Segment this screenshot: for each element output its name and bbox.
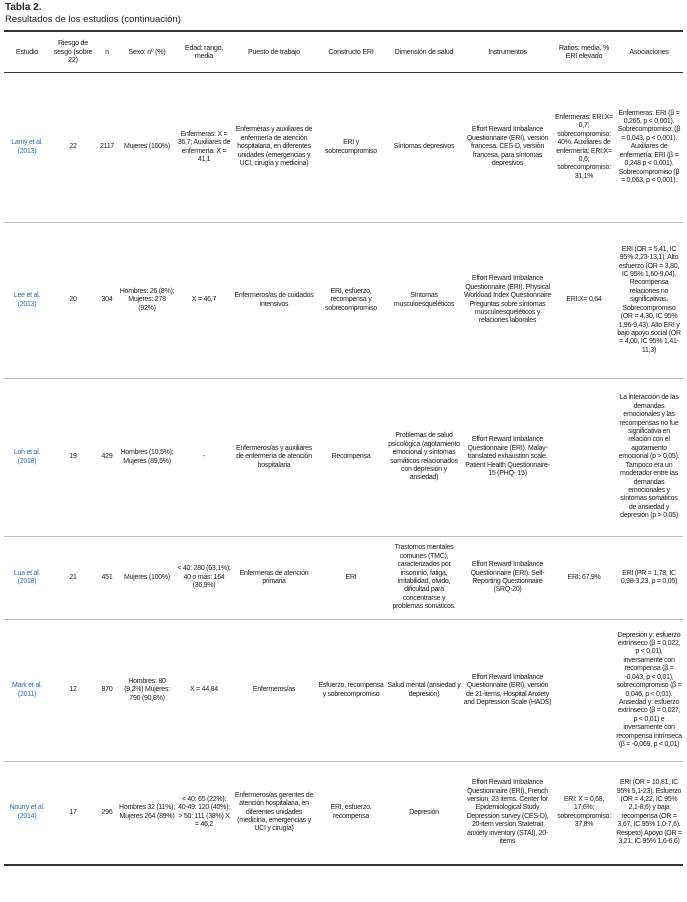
bias-cell: 22 bbox=[50, 73, 96, 223]
ratios-cell: ERI: X = 0,68, 17,6%; sobrecompromiso: 37,8% bbox=[553, 762, 615, 865]
header-associations: Asociaciones bbox=[615, 31, 683, 73]
job-cell: Enfermeras y auxiliares de enfermería de atención hospitalaria, en diferentes unidades (emergencias y UCI, cirugía y medicina) bbox=[232, 73, 316, 223]
ratios-cell: ERI:X= 0,64 bbox=[553, 223, 615, 379]
construct-cell: Esfuerzo, recompensa y sobrecompromiso bbox=[316, 620, 386, 762]
header-bias: Riesgo de sesgo (sobre 22) bbox=[50, 31, 96, 73]
header-n: n bbox=[96, 31, 118, 73]
instruments-cell: Effort Reward Imbalance Questionnaire (ERI), versión de 21-items, Hospital Anxiety and Depression Scale (HADS) bbox=[462, 620, 553, 762]
age-cell: X = 46,7 bbox=[176, 223, 232, 379]
age-cell: - bbox=[176, 379, 232, 537]
n-cell: 2117 bbox=[96, 73, 118, 223]
health-cell: Salud mental (ansiedad y depresión) bbox=[386, 620, 462, 762]
table-row bbox=[4, 620, 683, 762]
header-instruments: Instrumentos bbox=[462, 31, 553, 73]
header-age: Edad: rango, media bbox=[176, 31, 232, 73]
n-cell: 451 bbox=[96, 537, 118, 620]
associations-cell: ERI (OR = 5,41, IC 95% 2,23-13,1). Alto esfuerzo (OR = 3,80, IC 95% 1,60-9,04). Recompensa relaciones no significativas. Sobrecompromiso (OR = 4,30, IC 95% 1,96-9,43). Alto ERI y bajo apoyo social (OR = 4,00, IC 95% 1,41-11,3) bbox=[615, 223, 683, 379]
construct-cell: Recompensa bbox=[316, 379, 386, 537]
header-study: Estudio bbox=[4, 31, 50, 73]
table-subtitle: Resultados de los estudios (continuación) bbox=[5, 14, 181, 25]
sex-cell: Mujeres (100%) bbox=[118, 73, 176, 223]
header-health: Dimensión de salud bbox=[386, 31, 462, 73]
health-cell: Síntomas depresivos bbox=[386, 73, 462, 223]
table-row bbox=[4, 223, 683, 379]
instruments-cell: Effort Reward Imbalance Questionnaire (ERI). Malay-translated exhaustion scale. Patient Health Questionnaire- 15 (PHQ- 15) bbox=[462, 379, 553, 537]
instruments-cell: Effort Reward Imbalance Questionnaire (ERI), versión francesa. CES-D, versión francesa, para síntomas depresivos bbox=[462, 73, 553, 223]
health-cell: Problemas de salud psicológica (agotamiento emocional y síntomas somáticos relacionados con depresión y ansiedad) bbox=[386, 379, 462, 537]
table-row bbox=[4, 379, 683, 537]
n-cell: 296 bbox=[96, 762, 118, 865]
results-table bbox=[4, 30, 683, 866]
bias-cell: 19 bbox=[50, 379, 96, 537]
sex-cell: Mujeres (100%) bbox=[118, 537, 176, 620]
associations-cell: ERI (PR = 1,78, IC 0,98-3,23, p = 0,05) bbox=[615, 537, 683, 620]
construct-cell: ERI, esfuerzo, recompensa y sobrecompromiso bbox=[316, 223, 386, 379]
instruments-cell: Effort Reward Imbalance Questionnaire (ERI). Self-Reporting Questionnaire (SRQ-20) bbox=[462, 537, 553, 620]
health-cell: Depresión bbox=[386, 762, 462, 865]
n-cell: 870 bbox=[96, 620, 118, 762]
job-cell: Enfermeros/as gerentes de atención hospitalaria, en diferentes unidades (medicina, emergencias y UCI y cirugía) bbox=[232, 762, 316, 865]
n-cell: 304 bbox=[96, 223, 118, 379]
study-link[interactable]: Nourry et al. (2014) bbox=[4, 762, 50, 865]
job-cell: Enfermeros/as bbox=[232, 620, 316, 762]
instruments-cell: Effort Reward Imbalance Questionnaire (ERI). Physical Workload Index Questionnaire Preguntas sobre síntomas musculoesqueléticos y relaciones laborales bbox=[462, 223, 553, 379]
table-row bbox=[4, 537, 683, 620]
age-cell: X = 44,84 bbox=[176, 620, 232, 762]
header-construct: Constructo ERI bbox=[316, 31, 386, 73]
study-link[interactable]: Lua et al. (2018) bbox=[4, 537, 50, 620]
table-row bbox=[4, 73, 683, 223]
study-link[interactable]: Loh et al. (2018) bbox=[4, 379, 50, 537]
associations-cell: ERI (OR = 10,81, IC 95% 5,1-23). Esfuerzo (OR = 4,22, IC 95% 2,1-8,6) y baja recompensa (OR = 3,67, IC 95% 1,0-7,6). Respeto) Apoyo (OR = 3,21, IC 95% 1,6-6,6) bbox=[615, 762, 683, 865]
job-cell: Enfermeros/as y auxiliares de enfermería de atención hospitalaria bbox=[232, 379, 316, 537]
header-ratios: Ratios: media, % ERI elevado bbox=[553, 31, 615, 73]
header-row bbox=[4, 31, 683, 73]
ratios-cell bbox=[553, 379, 615, 537]
construct-cell: ERI, esfuerzo, recompensa bbox=[316, 762, 386, 865]
header-sex: Sexo: nº (%) bbox=[118, 31, 176, 73]
age-cell: < 40: 65 (22%); 40-49: 120 (40%); > 50: 111 (38%) X = 46,2 bbox=[176, 762, 232, 865]
age-cell: < 40: 280 (63,1%); 40 o más: 164 (36,9%) bbox=[176, 537, 232, 620]
associations-cell: Depresión y: esfuerzo extrínseco (β = 0,022, p < 0,01), inversamente con recompensa (β = -0,043, p < 0,01), sobrecompromiso (β = 0,046, p < 0,01). Ansiedad y: esfuerzo extrínseco (β = 0,027, p < 0,01) e inversamente con recompensa intrínseca (β = -0,069, p < 0,01) bbox=[615, 620, 683, 762]
construct-cell: ERI y sobrecompromiso bbox=[316, 73, 386, 223]
bias-cell: 20 bbox=[50, 223, 96, 379]
n-cell: 429 bbox=[96, 379, 118, 537]
sex-cell: Hombres (10,5%); Mujeres (89,5%) bbox=[118, 379, 176, 537]
bias-cell: 17 bbox=[50, 762, 96, 865]
ratios-cell: Enfermeras: ERI:X= 0,7; sobrecompromiso: 40%. Auxiliares de enfermería: ERI:X= 0,6; sobrecompromiso: 31,1% bbox=[553, 73, 615, 223]
ratios-cell bbox=[553, 620, 615, 762]
sex-cell: Hombres: 26 (8%); Mujeres: 278 (92%) bbox=[118, 223, 176, 379]
bias-cell: 12 bbox=[50, 620, 96, 762]
health-cell: Síntomas musculoesqueléticos bbox=[386, 223, 462, 379]
table-row bbox=[4, 762, 683, 865]
study-link[interactable]: Lee et al. (2013) bbox=[4, 223, 50, 379]
construct-cell: ERI bbox=[316, 537, 386, 620]
header-job: Puesto de trabajo bbox=[232, 31, 316, 73]
table-title: Tabla 2. bbox=[5, 2, 42, 13]
associations-cell: Enfermeras: ERI (β = 0,265, p < 0,001). Sobrecompromiso: (β = 0,043, p < 0,001). Auxiliares de enfermería: ERI (β = 0,248 p < 0,001). Sobrecompromiso (β = 0,063, p < 0,001). bbox=[615, 73, 683, 223]
associations-cell: La interacción de las demandas emocionales y las recompensas no fue significativa en relación con el agotamiento emocional (p > 0,05). Tampoco era un moderador entre las demandas emocionales y síntomas somáticos de ansiedad y depresión (p > 0,05) bbox=[615, 379, 683, 537]
health-cell: Trastornos mentales comunes (TMC), caracterizados por insomnio, fatiga, irritabilidad, olvido, dificultad para concentrarse y problemas somáticos. bbox=[386, 537, 462, 620]
job-cell: Enfermeros/as de cuidados intensivos bbox=[232, 223, 316, 379]
job-cell: Enfermeras de atención primaria bbox=[232, 537, 316, 620]
sex-cell: Hombres 32 (11%); Mujeres 264 (89%) bbox=[118, 762, 176, 865]
bias-cell: 21 bbox=[50, 537, 96, 620]
sex-cell: Hombres: 80 (9,2%) Mujeres: 790 (90,8%) bbox=[118, 620, 176, 762]
ratios-cell: ERI: 67,9% bbox=[553, 537, 615, 620]
instruments-cell: Effort Reward Imbalance Questionnaire (ERI), French version, 23 items. Center for Epidemiological Study Depression survey (CES-D), 20-item version Statetrait anxiety inventory (STAI), 20-items bbox=[462, 762, 553, 865]
study-link[interactable]: Lamy et al. (2013) bbox=[4, 73, 50, 223]
table-caption bbox=[5, 2, 181, 26]
study-link[interactable]: Mark et al. (2011) bbox=[4, 620, 50, 762]
age-cell: Enfermeras: X = 36,7; Auxiliares de enfermería: X = 41,1 bbox=[176, 73, 232, 223]
